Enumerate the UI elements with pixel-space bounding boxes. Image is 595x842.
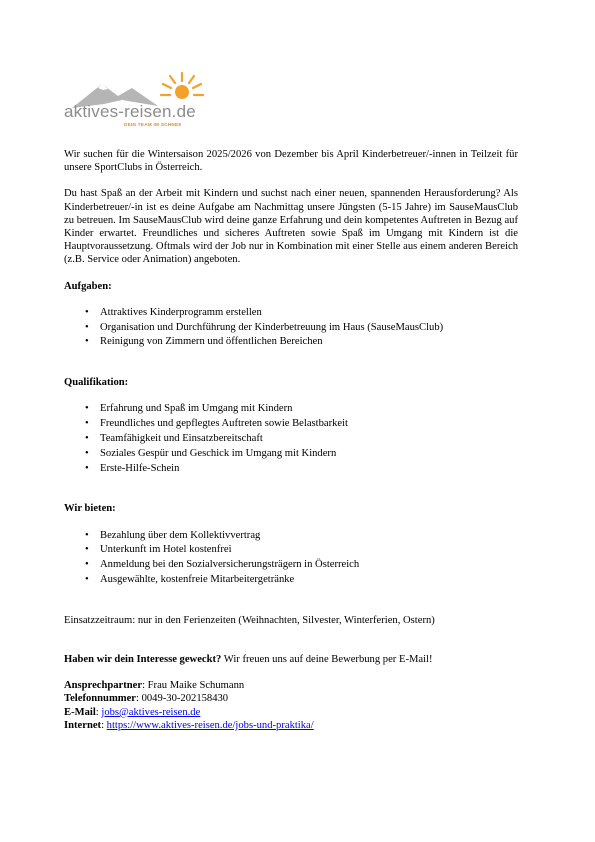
- email-link[interactable]: jobs@aktives-reisen.de: [101, 706, 201, 718]
- list-item: • Reinigung von Zimmern und öffentlichen Bereichen: [100, 335, 518, 350]
- list-item: • Freundliches und gepflegtes Auftreten sowie Belastbarkeit: [100, 417, 518, 432]
- call-to-action: [64, 653, 518, 666]
- contact-phone-value: : 0049-30-202158430: [136, 693, 229, 705]
- cta-rest: Wir freuen uns auf deine Bewerbung per E-Mail!: [221, 654, 433, 665]
- contact-email: [64, 706, 518, 719]
- contact-phone: [64, 692, 518, 705]
- list-item: • Anmeldung bei den Sozialversicherungsträgern in Österreich: [100, 558, 518, 573]
- contact-email-label: E-Mail: [64, 706, 96, 718]
- list-item: • Ausgewählte, kostenfreie Mitarbeitergetränke: [100, 573, 518, 588]
- contact-website: [64, 719, 518, 732]
- separator: :: [101, 719, 107, 731]
- sun-icon: [161, 73, 203, 99]
- list-item: • Organisation und Durchführung der Kinderbetreuung im Haus (SauseMausClub): [100, 321, 518, 336]
- company-logo: [62, 70, 222, 132]
- contact-person: [64, 679, 518, 692]
- tasks-heading: Aufgaben:: [64, 280, 112, 292]
- list-item: • Erste-Hilfe-Schein: [100, 462, 518, 477]
- contact-phone-label: Telefonnummer: [64, 693, 136, 705]
- offer-heading: Wir bieten:: [64, 503, 116, 515]
- cta-bold: Haben wir dein Interesse geweckt?: [64, 654, 222, 665]
- job-posting-body: [64, 148, 518, 732]
- description-paragraph: Du hast Spaß an der Arbeit mit Kindern und suchst nach einer neuen, spannenden Herausforderung? Als Kinderbetreuer/-in ist es deine Aufgabe am Nachmittag unsere Jüngsten (5-15 Jahre) im SauseMausClub zu betreuen. Im SauseMausClub wird deine ganze Erfahrung und dein kompetentes Auftreten in Bezug auf Kinder erwartet. Freundliches und sicheres Auftreten sowie Spaß im Umgang mit Kindern ist die Hauptvoraussetzung. Oftmals wird der Job nur in Kombination mit einer Stelle aus einem anderen Bereich (z.B. Service oder Animation) angeboten.: [64, 188, 518, 266]
- list-item: • Soziales Gespür und Geschick im Umgang mit Kindern: [100, 447, 518, 462]
- logo-brand-text: aktives-reisen.de: [64, 102, 196, 121]
- contact-person-label: Ansprechpartner: [64, 680, 143, 692]
- separator: :: [95, 706, 102, 718]
- website-link[interactable]: https://www.aktives-reisen.de/jobs-und-praktika/: [106, 719, 314, 731]
- period-text: Einsatzzeitraum: nur in den Ferienzeiten (Weihnachten, Silvester, Winterferien, Ostern): [64, 614, 435, 626]
- qualification-list: [64, 402, 518, 476]
- contact-person-value: : Frau Maike Schumann: [142, 680, 245, 692]
- intro-paragraph: Wir suchen für die Wintersaison 2025/2026 von Dezember bis April Kinderbetreuer/-innen in Teilzeit für unsere SportClubs in Österreich.: [64, 149, 518, 174]
- logo-tagline: DEIN TEAM IM SCHNEE: [124, 122, 182, 127]
- tasks-list: [64, 306, 518, 350]
- list-item: • Teamfähigkeit und Einsatzbereitschaft: [100, 432, 518, 447]
- contact-block: [64, 679, 518, 732]
- list-item: • Bezahlung über dem Kollektivvertrag: [100, 529, 518, 544]
- qualification-heading: Qualifikation:: [64, 377, 129, 389]
- list-item: • Erfahrung und Spaß im Umgang mit Kindern: [100, 402, 518, 417]
- offer-list: [64, 529, 518, 588]
- list-item: • Unterkunft im Hotel kostenfrei: [100, 543, 518, 558]
- list-item: • Attraktives Kinderprogramm erstellen: [100, 306, 518, 321]
- contact-web-label: Internet: [64, 719, 102, 731]
